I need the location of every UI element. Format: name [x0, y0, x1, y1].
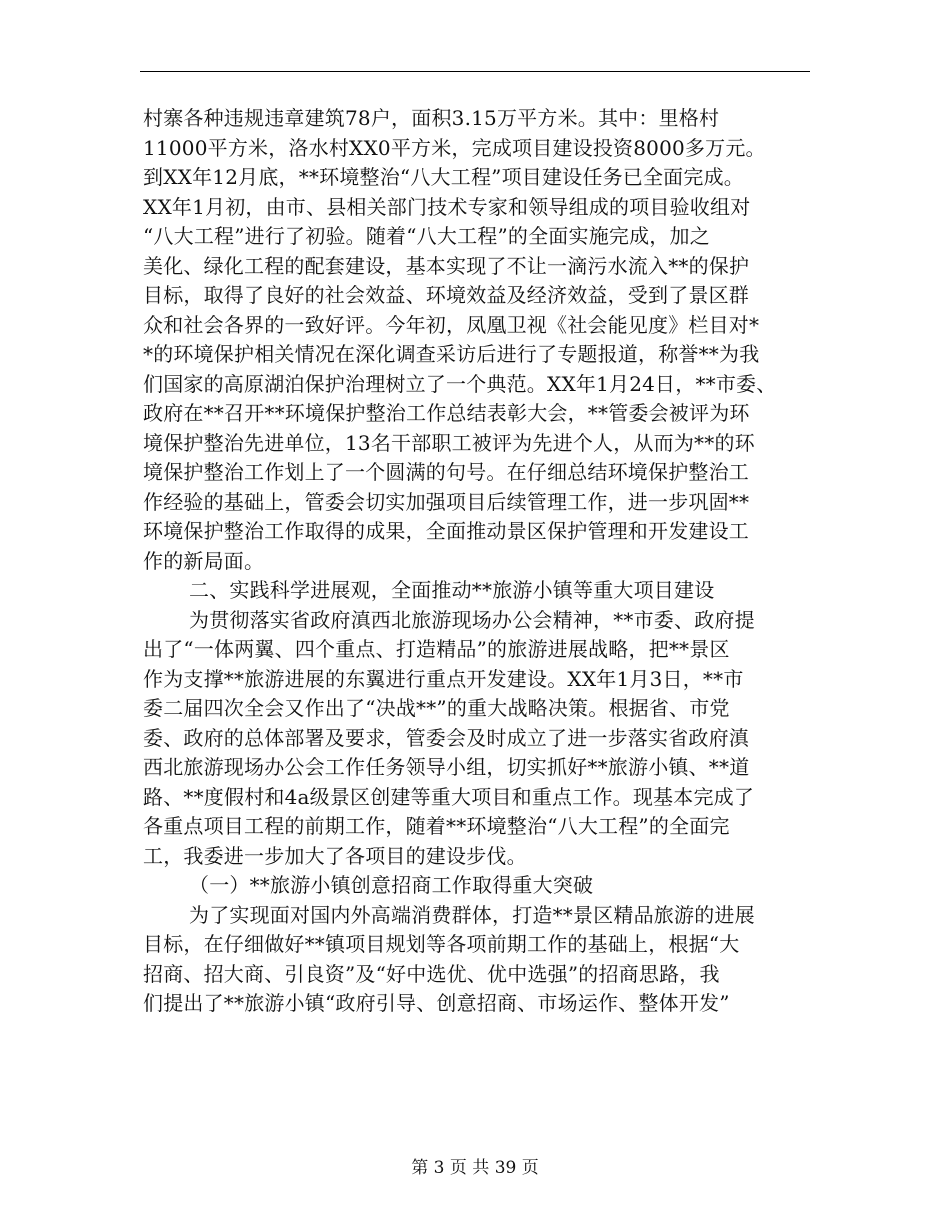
text-line: 西北旅游现场办公会工作任务领导小组，切实抓好**旅游小镇、**道 [143, 755, 750, 779]
header-rule [140, 71, 810, 72]
text-line: 作经验的基础上，管委会切实加强项目后续管理工作，进一步巩固** [143, 489, 750, 514]
text-line: 目标，在仔细做好**镇项目规划等各项前期工作的基础上，根据“大 [143, 932, 740, 956]
text-line: 为了实现面对国内外高端消费群体，打造**景区精品旅游的进展 [189, 902, 755, 927]
text-line: 境保护整治先进单位，13名干部职工被评为先进个人，从而为**的环 [143, 430, 755, 455]
text-line: 村寨各种违规违章建筑78户，面积3.15万平方米。其中：里格村 [143, 106, 720, 130]
text-line: 作的新局面。 [143, 548, 265, 573]
text-line: 众和社会各界的一致好评。今年初，凤凰卫视《社会能见度》栏目对* [143, 312, 760, 337]
text-line: 委、政府的总体部署及要求，管委会及时成立了进一步落实省政府滇 [143, 725, 749, 750]
text-line: 们提出了**旅游小镇“政府引导、创意招商、市场运作、整体开发” [143, 991, 730, 1015]
document-body [143, 104, 823, 1019]
text-line: 出了“一体两翼、四个重点、打造精品”的旅游进展战略，把**景区 [143, 637, 730, 661]
text-line: “八大工程”进行了初验。随着“八大工程”的全面实施完成，加之 [143, 224, 710, 248]
text-line: 到XX年12月底，**环境整治“八大工程”项目建设任务已全面完成。 [143, 165, 744, 189]
text-line: 目标，取得了良好的社会效益、环境效益及经济效益，受到了景区群 [143, 283, 749, 307]
text-line: 境保护整治工作划上了一个圆满的句号。在仔细总结环境保护整治工 [143, 460, 749, 484]
text-line: 路、**度假村和4a级景区创建等重大项目和重点工作。现基本完成了 [143, 784, 755, 809]
text-line: 环境保护整治工作取得的成果，全面推动景区保护管理和开发建设工 [143, 519, 749, 543]
text-line: 各重点项目工程的前期工作，随着**环境整治“八大工程”的全面完 [143, 814, 730, 838]
text-line: 工，我委进一步加大了各项目的建设步伐。 [143, 843, 527, 868]
text-line: 作为支撑**旅游进展的东翼进行重点开发建设。XX年1月3日，**市 [143, 666, 744, 691]
text-line: 招商、招大商、引良资”及“好中选优、优中选强”的招商思路，我 [143, 961, 720, 986]
text-line: *的环境保护相关情况在深化调查采访后进行了专题报道，称誉**为我 [143, 342, 760, 366]
text-line: 们国家的高原湖泊保护治理树立了一个典范。XX年1月24日，**市委、 [143, 371, 777, 396]
text-line: 11000平方米，洛水村XX0平方米，完成项目建设投资8000多万元。 [143, 135, 766, 160]
subsection-heading: （一）**旅游小镇创意招商工作取得重大突破 [189, 873, 594, 897]
text-line: 委二届四次全会又作出了“决战**”的重大战略决策。根据省、市党 [143, 696, 730, 720]
text-line: 美化、绿化工程的配套建设，基本实现了不让一滴污水流入**的保护 [143, 253, 750, 278]
text-line: 政府在**召开**环境保护整治工作总结表彰大会，**管委会被评为环 [143, 401, 750, 425]
text-line: XX年1月初，由市、县相关部门技术专家和领导组成的项目验收组对 [143, 194, 751, 219]
page-number-footer: 第 3 页 共 39 页 [411, 1158, 539, 1178]
section-heading: 二、实践科学进展观，全面推动**旅游小镇等重大项目建设 [189, 578, 715, 602]
text-line: 为贯彻落实省政府滇西北旅游现场办公会精神，**市委、政府提 [189, 607, 755, 632]
